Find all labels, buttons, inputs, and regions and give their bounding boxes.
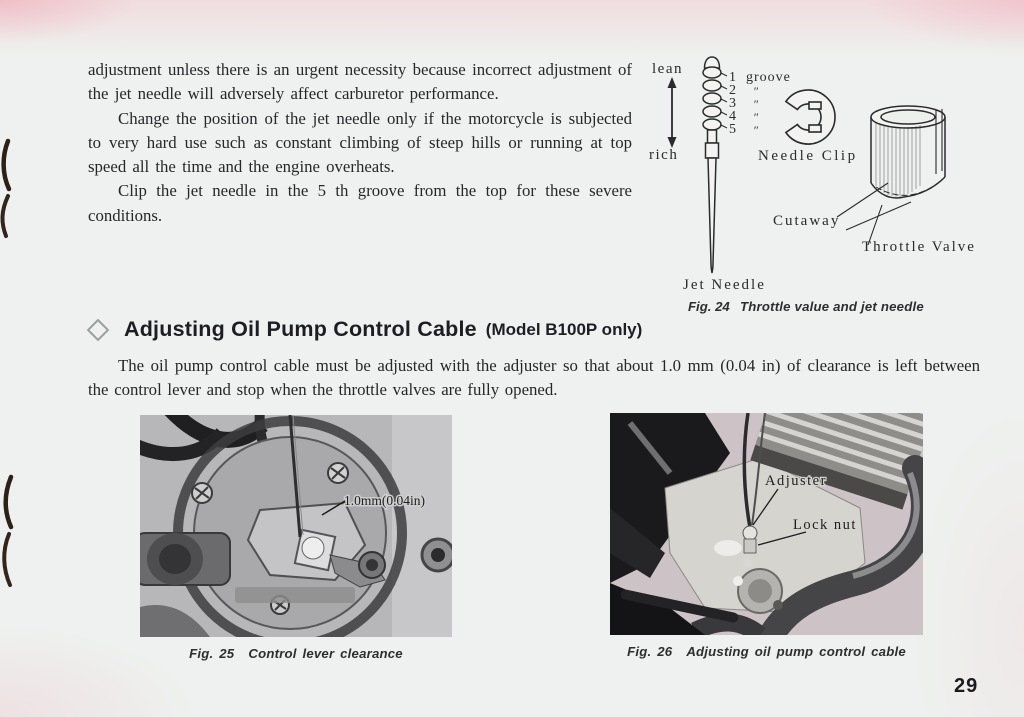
fig26-caption-text: Adjusting oil pump control cable — [686, 644, 906, 659]
throttle-valve-label: Throttle Valve — [862, 239, 976, 255]
fig25-caption — [140, 646, 452, 661]
paragraph-jet-needle-warning: adjustment unless there is an urgent necessity because incorrect adjustment of the jet needle will adversely affect carburetor performance. — [88, 60, 632, 104]
ditto-mark-2: ″ — [753, 84, 758, 98]
section-heading — [88, 317, 642, 342]
figure-26 — [610, 413, 923, 659]
needle-clip-drawing — [786, 90, 835, 144]
groove-word-label: groove — [746, 70, 791, 85]
fig25-caption-label: Fig. 25 — [189, 646, 235, 661]
fig24-caption-text: Throttle value and jet needle — [740, 299, 924, 314]
rich-label: rich — [649, 147, 679, 163]
figure-25 — [140, 415, 452, 661]
intro-text-block — [88, 58, 632, 228]
fig26-caption — [610, 644, 923, 659]
groove-number-2: 2 — [729, 83, 736, 98]
groove-number-1: 1 — [729, 70, 736, 85]
clearance-annotation: 1.0mm(0.04in) — [344, 493, 425, 508]
locknut-annotation: Lock nut — [793, 517, 857, 533]
paragraph-change-position: Change the position of the jet needle only if the motorcycle is subjected to very hard use such as constant climbing of steep hills or running at top speed all the time and the engine overheats. — [88, 108, 632, 177]
paragraph-clip-5th-groove: Clip the jet needle in the 5 th groove from the top for these severe conditions. — [88, 181, 632, 225]
binding-marks — [0, 0, 22, 717]
groove-number-3: 3 — [729, 96, 736, 111]
fig24-diagram — [630, 55, 1024, 317]
ditto-mark-3: ″ — [753, 97, 758, 111]
section-title: Adjusting Oil Pump Control Cable — [124, 317, 477, 341]
adjuster-annotation: Adjuster — [765, 473, 827, 489]
needle-clip-label: Needle Clip — [758, 148, 858, 164]
groove-leader-lines — [721, 73, 727, 128]
page-number: 29 — [954, 675, 979, 697]
fig26-caption-label: Fig. 26 — [627, 644, 673, 659]
fig26-photo — [610, 413, 923, 635]
lean-label: lean — [652, 61, 683, 77]
diamond-bullet-icon — [87, 318, 110, 341]
fig25-photo — [140, 415, 452, 637]
ditto-mark-4: ″ — [753, 110, 758, 124]
cutaway-label: Cutaway — [773, 213, 841, 229]
ditto-mark-5: ″ — [753, 123, 758, 137]
jet-needle-drawing — [703, 57, 721, 273]
section-subtitle: (Model B100P only) — [485, 319, 643, 339]
fig25-caption-text: Control lever clearance — [248, 646, 403, 661]
groove-number-5: 5 — [729, 122, 736, 137]
section-body-paragraph: The oil pump control cable must be adjusted with the adjuster so that about 1.0 mm (0.04 in) of clearance is left between the control lever and stop when the throttle valves are fully opened. — [88, 356, 980, 399]
throttle-valve-drawing — [837, 106, 945, 245]
lean-rich-arrow-icon — [668, 77, 677, 148]
fig24-caption-label: Fig. 24 — [688, 299, 730, 314]
jet-needle-label: Jet Needle — [683, 277, 766, 293]
groove-number-4: 4 — [729, 109, 736, 124]
